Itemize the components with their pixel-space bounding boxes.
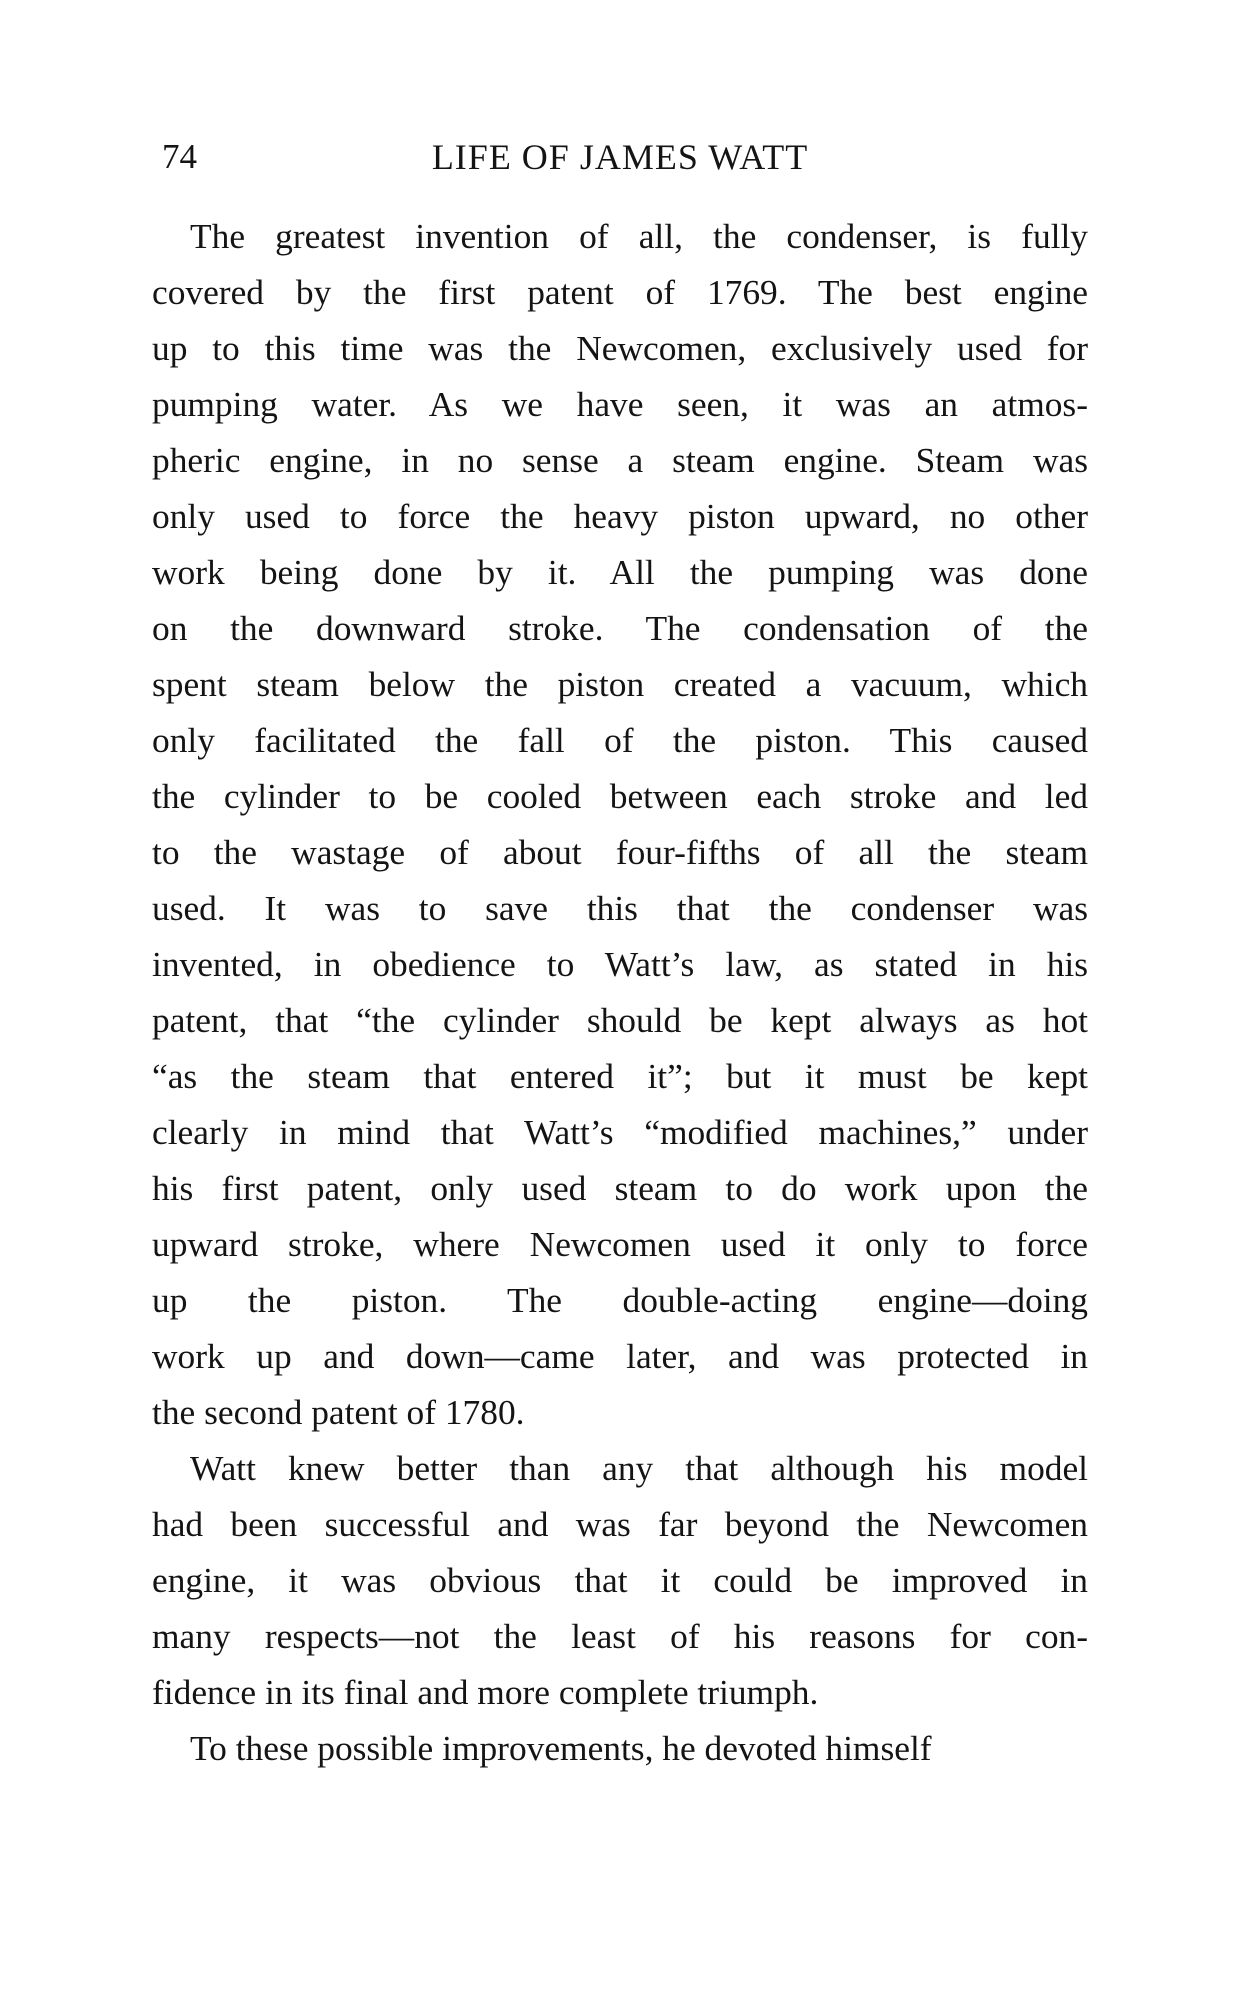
text-line: the second patent of 1780. bbox=[152, 1392, 525, 1432]
text-line: the cylinder to be cooled between each stroke and led bbox=[152, 776, 1088, 816]
text-line: only facilitated the fall of the piston. This caused bbox=[152, 720, 1088, 760]
text-line: pheric engine, in no sense a steam engine. Steam was bbox=[152, 440, 1088, 480]
body-text bbox=[152, 208, 1088, 1776]
text-line: his first patent, only used steam to do work upon the bbox=[152, 1168, 1088, 1208]
text-line: on the downward stroke. The condensation of the bbox=[152, 608, 1088, 648]
page-number: 74 bbox=[162, 137, 197, 176]
text-line: engine, it was obvious that it could be improved in bbox=[152, 1560, 1088, 1600]
running-head bbox=[152, 132, 1088, 182]
text-line: work being done by it. All the pumping was done bbox=[152, 552, 1088, 592]
text-line: to the wastage of about four-fifths of all the steam bbox=[152, 832, 1088, 872]
text-line: pumping water. As we have seen, it was an atmos- bbox=[152, 384, 1088, 424]
text-line: up to this time was the Newcomen, exclusively used for bbox=[152, 328, 1088, 368]
text-line: spent steam below the piston created a vacuum, which bbox=[152, 664, 1088, 704]
running-title: LIFE OF JAMES WATT bbox=[431, 137, 809, 177]
text-line: many respects—not the least of his reasons for con- bbox=[152, 1616, 1088, 1656]
text-line: only used to force the heavy piston upward, no other bbox=[152, 496, 1088, 536]
text-line: patent, that “the cylinder should be kept always as hot bbox=[152, 1000, 1088, 1040]
text-line: had been successful and was far beyond the Newcomen bbox=[152, 1504, 1088, 1544]
text-line: up the piston. The double-acting engine—doing bbox=[152, 1280, 1088, 1320]
paragraph-1 bbox=[152, 208, 1088, 1440]
text-line: covered by the first patent of 1769. The best engine bbox=[152, 272, 1088, 312]
text-line: work up and down—came later, and was protected in bbox=[152, 1336, 1088, 1376]
text-line: The greatest invention of all, the condenser, is fully bbox=[190, 216, 1088, 256]
text-line: used. It was to save this that the condenser was bbox=[152, 888, 1088, 928]
text-line: To these possible improvements, he devoted himself bbox=[190, 1728, 932, 1768]
text-line: “as the steam that entered it”; but it must be kept bbox=[152, 1056, 1088, 1096]
text-line: fidence in its final and more complete triumph. bbox=[152, 1672, 819, 1712]
text-line: Watt knew better than any that although his model bbox=[190, 1448, 1088, 1488]
text-line: clearly in mind that Watt’s “modified machines,” under bbox=[152, 1112, 1088, 1152]
text-line: invented, in obedience to Watt’s law, as stated in his bbox=[152, 944, 1088, 984]
text-line: upward stroke, where Newcomen used it only to force bbox=[152, 1224, 1088, 1264]
paragraph-3 bbox=[152, 1720, 1088, 1776]
paragraph-2 bbox=[152, 1440, 1088, 1720]
